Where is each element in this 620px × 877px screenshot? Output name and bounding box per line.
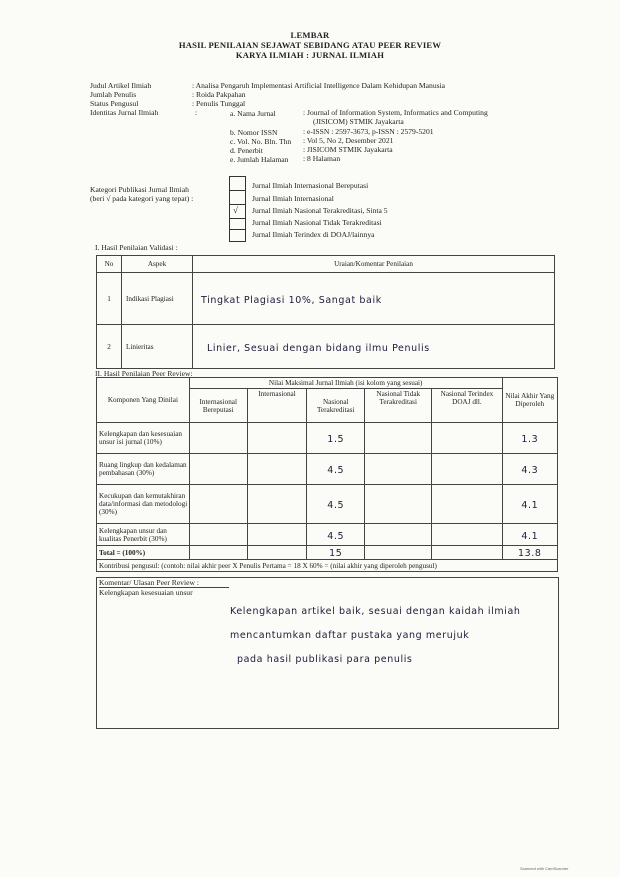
kategori-checkbox-2[interactable]: [229, 190, 246, 205]
komentar-line-1: Kelengkapan artikel baik, sesuai dengan kaidah ilmiah: [230, 606, 521, 617]
row-no: 1: [97, 273, 122, 325]
nilai-akhir-cell: 4.1: [521, 530, 539, 542]
col-internasional-bereputasi: Internasional Bereputasi: [189, 389, 247, 423]
identitas-label: Identitas Jurnal Ilmiah: [90, 108, 159, 117]
nama-jurnal-label: a. Nama Jurnal: [230, 109, 276, 118]
judul-label: Judul Artikel Ilmiah: [90, 81, 152, 90]
col-nasional-tidak-terakreditasi: Nasional Tidak Terakreditasi: [365, 389, 432, 423]
judul-value: : Analisa Pengaruh Implementasi Artificial Intelligence Dalam Kehidupan Manusia: [192, 81, 446, 90]
komponen-cell: Kecukupan dan kemutakhiran data/informasi dan metodologi (30%): [97, 485, 190, 524]
table-row: [97, 454, 558, 485]
komponen-cell: Kelengkapan dan kesesuaian unsur isi jurnal (10%): [97, 423, 190, 454]
table-row: [97, 524, 558, 546]
kontribusi-text: Kontribusi pengusul: (contoh: nilai akhir peer X Penulis Pertama = 18 X 60% = (nilai akhir yang diperoleh pengusul): [97, 560, 558, 572]
scanner-watermark: Scanned with CamScanner: [520, 866, 569, 871]
kategori-option-5: Jurnal Ilmiah Terindex di DOAJ/lainnya: [252, 230, 375, 239]
jumlah-label: Jumlah Penulis: [90, 90, 137, 99]
col-aspek-header: Aspek: [122, 256, 193, 273]
total-nasional: 15: [329, 548, 343, 559]
nilai-nasional-cell: 4.5: [327, 500, 345, 511]
penerbit-label: d. Penerbit: [230, 146, 263, 155]
kategori-checkbox-3[interactable]: [229, 204, 246, 219]
komponen-cell: Ruang lingkup dan kedalaman pembahasan (30%): [97, 454, 190, 485]
penerbit-value: : JISICOM STMIK Jayakarta: [303, 145, 393, 154]
issn-value: : e-ISSN : 2597-3673, p-ISSN : 2579-5201: [303, 127, 434, 136]
komponen-header: Komponen Yang Dinilai: [97, 378, 190, 423]
jumlah-value: : Roida Pakpahan: [192, 90, 246, 99]
komentar-sub: Kelengkapan kesesuaian unsur: [99, 588, 193, 597]
total-akhir: 13.8: [517, 548, 542, 559]
nilai-akhir-cell: 4.1: [521, 500, 539, 511]
doc-title-line2: HASIL PENILAIAN SEJAWAT SEBIDANG ATAU PEER REVIEW: [178, 40, 442, 50]
komentar-heading: Komentar/ Ulasan Peer Review :: [99, 578, 229, 588]
total-row: [97, 546, 558, 560]
col-internasional: Internasional: [247, 389, 307, 423]
nilai-maks-header: Nilai Maksimal Jurnal Ilmiah (isi kolom yang sesuai): [189, 378, 502, 389]
table-row: [97, 423, 558, 454]
vol-value: : Vol 5, No 2, Desember 2021: [303, 136, 394, 145]
nilai-akhir-cell: 1.3: [521, 434, 539, 445]
col-nasional-terakreditasi: Nasional Terakreditasi: [307, 389, 365, 423]
table-row: [97, 273, 555, 325]
peer-heading: II. Hasil Penilaian Peer Review:: [95, 369, 193, 378]
row-aspek: Indikasi Plagiasi: [122, 273, 193, 325]
doc-title-line1: LEMBAR: [290, 30, 330, 40]
peer-table: [96, 377, 558, 572]
komponen-cell: Kelengkapan unsur dan kualitas Penerbit (30%): [97, 524, 190, 546]
nilai-nasional-cell: 4.5: [327, 465, 345, 476]
nilai-nasional-cell: 1.5: [327, 434, 345, 445]
nilai-akhir-header: Nilai Akhir Yang Diperoleh: [502, 378, 557, 423]
nilai-nasional-cell: 4.5: [327, 530, 345, 542]
nama-jurnal-value: : Journal of Information System, Informatics and Computing: [303, 108, 488, 117]
kategori-option-1: Jurnal Ilmiah Internasional Bereputasi: [252, 181, 369, 190]
vol-label: c. Vol. No. Bln. Thn: [230, 137, 292, 146]
row-aspek: Linieritas: [122, 325, 193, 369]
identitas-colon: :: [195, 108, 198, 117]
kategori-checkbox-5[interactable]: [229, 229, 246, 242]
row-komentar: Linier, Sesuai dengan bidang ilmu Penulis: [207, 342, 430, 354]
halaman-value: : 8 Halaman: [303, 154, 341, 163]
nama-jurnal-value-2: (JISICOM) STMIK Jayakarta: [313, 117, 404, 126]
status-label: Status Pengusul: [90, 99, 139, 108]
kategori-instruction: (beri √ pada kategori yang tepat) :: [90, 194, 194, 203]
row-no: 2: [97, 325, 122, 369]
check-mark-icon: √: [233, 205, 238, 215]
kategori-label: Kategori Publikasi Jurnal Ilmiah: [90, 185, 189, 194]
table-row: [97, 485, 558, 524]
row-komentar: Tingkat Plagiasi 10%, Sangat baik: [201, 294, 382, 306]
col-terindex-doaj: Nasional Terindex DOAJ dll.: [432, 389, 502, 423]
col-no-header: No: [97, 256, 122, 273]
status-value: : Penulis Tunggal: [192, 99, 246, 108]
halaman-label: e. Jumlah Halaman: [230, 155, 289, 164]
col-uraian-header: Uraian/Komentar Penilaian: [193, 256, 555, 273]
kategori-option-4: Jurnal Ilmiah Nasional Tidak Terakreditasi: [252, 218, 382, 227]
komentar-box: [96, 577, 559, 729]
validasi-heading: I. Hasil Penilaian Validasi :: [95, 243, 178, 252]
doc-title-line3: KARYA ILMIAH : JURNAL ILMIAH: [235, 50, 385, 60]
total-label: Total = (100%): [97, 546, 190, 560]
nilai-akhir-cell: 4.3: [521, 465, 539, 476]
kategori-checkbox-1[interactable]: [229, 176, 246, 191]
kategori-option-2: Jurnal Ilmiah Internasional: [252, 194, 334, 203]
table-row: [97, 325, 555, 369]
validasi-table: [96, 255, 555, 369]
komentar-line-2: mencantumkan daftar pustaka yang merujuk: [230, 630, 470, 641]
issn-label: b. Nomor ISSN: [230, 128, 278, 137]
komentar-line-3: pada hasil publikasi para penulis: [237, 654, 413, 665]
kategori-option-3: Jurnal Ilmiah Nasional Terakreditasi, Sinta 5: [252, 206, 388, 215]
